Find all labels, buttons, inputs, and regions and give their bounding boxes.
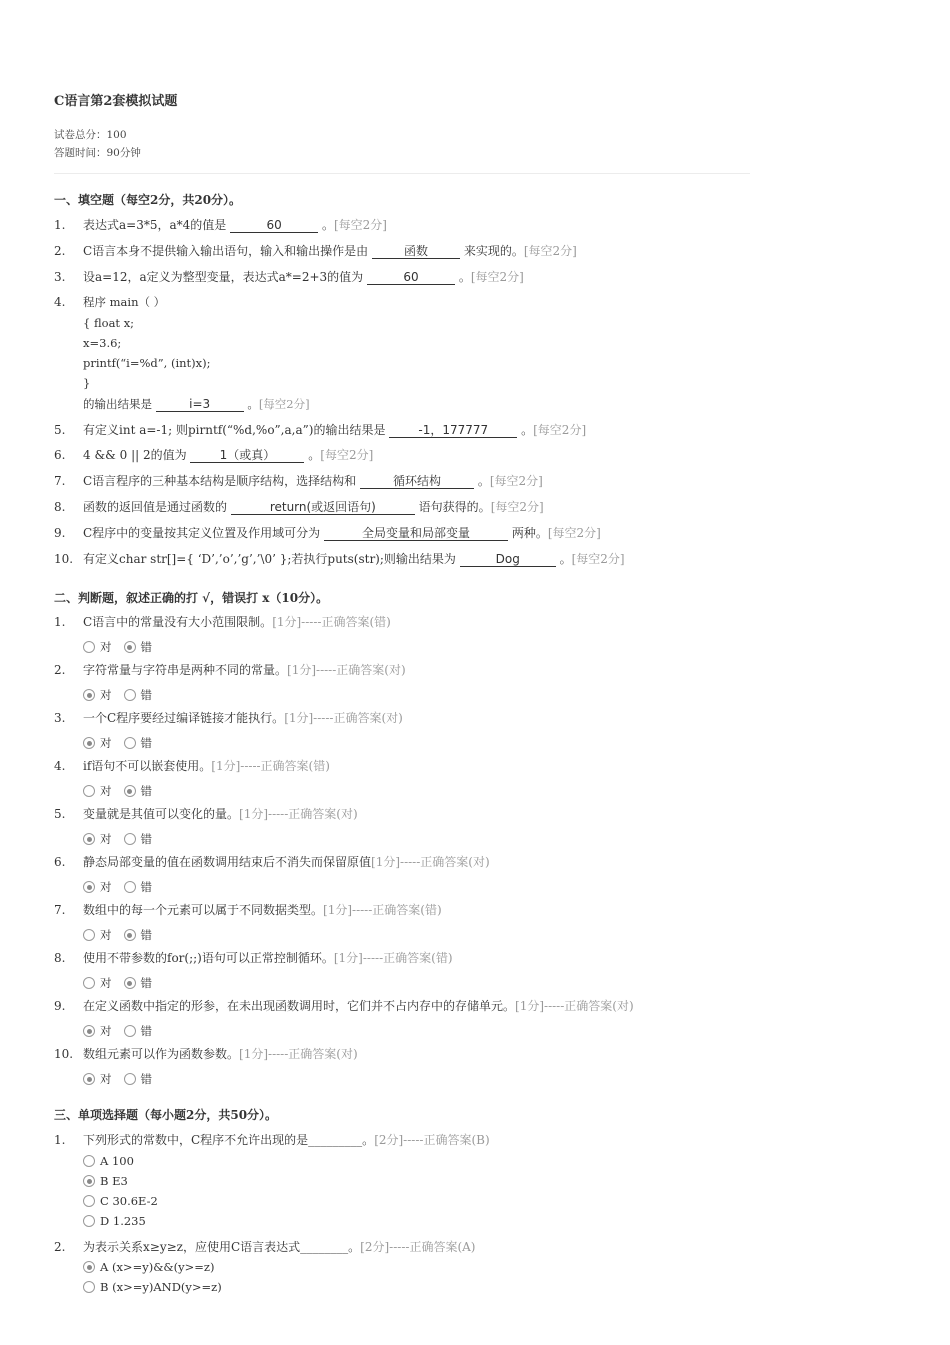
question-number: 2. bbox=[54, 663, 66, 677]
option-label: 对 bbox=[100, 1072, 112, 1086]
score-note: [1分]-----正确答案(错) bbox=[211, 759, 330, 773]
option-label: 对 bbox=[100, 928, 112, 942]
choice-option[interactable] bbox=[83, 1173, 128, 1189]
score-note: [每空2分] bbox=[490, 500, 544, 514]
option-label: 错 bbox=[140, 1072, 152, 1086]
option-true[interactable] bbox=[83, 1071, 112, 1087]
question-text: 字符常量与字符串是两种不同的常量。 bbox=[83, 663, 288, 677]
true-false-question bbox=[54, 662, 406, 678]
question-suffix: 。 bbox=[247, 397, 259, 411]
question-text: 有定义int a=-1; 则pirntf(“%d,%o”,a,a”)的输出结果是 bbox=[83, 423, 386, 437]
score-note: [1分]-----正确答案(对) bbox=[239, 807, 358, 821]
section-single-choice-heading: 三、单项选择题（每小题2分，共50分）。 bbox=[54, 1108, 278, 1122]
question-number: 8. bbox=[54, 951, 66, 965]
radio-button-selected[interactable] bbox=[83, 1175, 95, 1187]
question-number: 10. bbox=[54, 1047, 74, 1061]
question-text: 使用不带参数的for(;;)语句可以正常控制循环。 bbox=[83, 951, 334, 965]
question-text: 下列形式的常数中，C程序不允许出现的是_________。 bbox=[83, 1133, 375, 1147]
option-true[interactable] bbox=[83, 639, 112, 655]
radio-button[interactable] bbox=[83, 1195, 95, 1207]
score-note: [1分]-----正确答案(错) bbox=[333, 951, 453, 965]
true-false-options bbox=[83, 927, 164, 943]
question-text: C语言本身不提供输入输出语句，输入和输出操作是由 bbox=[83, 244, 369, 258]
question-suffix: 语句获得的。 bbox=[418, 500, 491, 514]
question-suffix: 来实现的。 bbox=[463, 244, 524, 258]
radio-button[interactable] bbox=[83, 881, 95, 893]
radio-button[interactable] bbox=[124, 1025, 136, 1037]
code-line: x=3.6; bbox=[83, 336, 122, 350]
question-text: 4 && 0 || 2的值为 bbox=[83, 448, 187, 462]
true-false-question bbox=[54, 614, 391, 630]
exam-title: C语言第2套模拟试题 bbox=[54, 94, 178, 109]
fill-question-6 bbox=[54, 447, 373, 463]
code-line: printf(“i=%d”, (int)x); bbox=[83, 356, 211, 370]
score-note: [每空2分] bbox=[258, 397, 310, 411]
question-text: 函数的返回值是通过函数的 bbox=[83, 500, 228, 514]
question-text: 为表示关系x≥y≥z，应使用C语言表达式________。 bbox=[83, 1240, 361, 1254]
option-label: 对 bbox=[100, 976, 112, 990]
option-true[interactable] bbox=[83, 735, 112, 751]
option-false[interactable] bbox=[124, 831, 153, 847]
question-number: 9. bbox=[54, 526, 66, 540]
answer-blank: 循环结构 bbox=[360, 474, 474, 489]
option-label: D 1.235 bbox=[100, 1214, 146, 1228]
true-false-question bbox=[54, 902, 442, 918]
choice-option[interactable] bbox=[83, 1279, 222, 1295]
option-label: 对 bbox=[100, 880, 112, 894]
question-suffix: 。 bbox=[321, 218, 334, 232]
option-label: C 30.6E-2 bbox=[100, 1194, 158, 1208]
choice-option[interactable] bbox=[83, 1193, 158, 1209]
question-number: 9. bbox=[54, 999, 66, 1013]
option-label: 对 bbox=[100, 688, 112, 702]
radio-button[interactable] bbox=[83, 1025, 95, 1037]
true-false-options bbox=[83, 1071, 164, 1087]
radio-button[interactable] bbox=[124, 881, 136, 893]
score-note: [每空2分] bbox=[547, 526, 601, 540]
option-label: 错 bbox=[140, 832, 152, 846]
question-text: 在定义函数中指定的形参，在未出现函数调用时，它们并不占内存中的存储单元。 bbox=[83, 999, 516, 1013]
true-false-options bbox=[83, 831, 164, 847]
score-note: [2分]-----正确答案(A) bbox=[360, 1240, 476, 1254]
radio-button[interactable] bbox=[124, 785, 136, 797]
option-true[interactable] bbox=[83, 783, 112, 799]
radio-button[interactable] bbox=[83, 1073, 95, 1085]
true-false-options bbox=[83, 783, 164, 799]
option-false[interactable] bbox=[124, 879, 153, 895]
option-label: 对 bbox=[100, 1024, 112, 1038]
question-text: C语言程序的三种基本结构是顺序结构，选择结构和 bbox=[83, 474, 357, 488]
option-label: A 100 bbox=[100, 1154, 134, 1168]
question-number: 1. bbox=[54, 218, 66, 232]
total-score: 试卷总分：100 bbox=[54, 129, 127, 141]
question-number: 2. bbox=[54, 1240, 66, 1254]
score-note: [1分]-----正确答案(错) bbox=[272, 615, 391, 629]
question-number: 7. bbox=[54, 903, 66, 917]
answer-blank: 1（或真） bbox=[190, 448, 304, 463]
answer-blank: 60 bbox=[367, 270, 455, 285]
option-label: 错 bbox=[140, 736, 152, 750]
option-label: 错 bbox=[140, 640, 152, 654]
radio-button[interactable] bbox=[83, 977, 95, 989]
question-number: 8. bbox=[54, 500, 66, 514]
question-suffix: 两种。 bbox=[511, 526, 548, 540]
option-true[interactable] bbox=[83, 927, 112, 943]
true-false-question bbox=[54, 950, 453, 966]
radio-button[interactable] bbox=[83, 833, 95, 845]
choice-question-2 bbox=[54, 1239, 475, 1255]
radio-button[interactable] bbox=[83, 785, 95, 797]
section-true-false-heading: 二、判断题，叙述正确的打 √，错误打 x（10分）。 bbox=[54, 591, 329, 605]
option-true[interactable] bbox=[83, 687, 112, 703]
true-false-options bbox=[83, 735, 164, 751]
true-false-question bbox=[54, 854, 490, 870]
true-false-question bbox=[54, 1046, 358, 1062]
true-false-options bbox=[83, 975, 164, 991]
score-note: [每空2分] bbox=[320, 448, 374, 462]
radio-button[interactable] bbox=[124, 977, 136, 989]
choice-option[interactable] bbox=[83, 1259, 214, 1275]
true-false-question bbox=[54, 710, 403, 726]
choice-option[interactable] bbox=[83, 1153, 134, 1169]
radio-button[interactable] bbox=[83, 929, 95, 941]
question-text: 的输出结果是 bbox=[83, 397, 152, 411]
option-label: 错 bbox=[140, 928, 152, 942]
exam-duration: 答题时间：90分钟 bbox=[54, 147, 141, 159]
radio-button[interactable] bbox=[124, 641, 136, 653]
fill-question-3 bbox=[54, 269, 524, 285]
option-label: 对 bbox=[100, 640, 112, 654]
code-line: 程序 main（ ） bbox=[83, 295, 166, 309]
radio-button[interactable] bbox=[83, 641, 95, 653]
option-true[interactable] bbox=[83, 879, 112, 895]
option-false[interactable] bbox=[124, 639, 153, 655]
section-fill-blank-heading: 一、填空题（每空2分，共20分）。 bbox=[54, 193, 242, 207]
score-note: [每空2分] bbox=[533, 423, 587, 437]
question-number: 6. bbox=[54, 448, 66, 462]
radio-button[interactable] bbox=[83, 1155, 95, 1167]
option-label: B E3 bbox=[100, 1174, 128, 1188]
question-number: 7. bbox=[54, 474, 66, 488]
code-line: { float x; bbox=[83, 316, 135, 330]
radio-button[interactable] bbox=[83, 1281, 95, 1293]
score-note: [每空2分] bbox=[470, 270, 524, 284]
score-note: [每空2分] bbox=[571, 552, 625, 566]
option-label: 错 bbox=[140, 688, 152, 702]
question-number: 3. bbox=[54, 711, 66, 725]
question-text: 静态局部变量的值在函数调用结束后不消失而保留原值 bbox=[83, 855, 372, 869]
score-note: [1分]-----正确答案(对) bbox=[239, 1047, 358, 1061]
fill-question-10 bbox=[54, 551, 625, 567]
score-note: [每空2分] bbox=[523, 244, 577, 258]
option-label: 对 bbox=[100, 784, 112, 798]
true-false-options bbox=[83, 639, 164, 655]
question-text: C程序中的变量按其定义位置及作用域可分为 bbox=[83, 526, 321, 540]
option-label: 错 bbox=[140, 880, 152, 894]
answer-blank: 60 bbox=[230, 218, 318, 233]
question-number: 6. bbox=[54, 855, 66, 869]
fill-question-9 bbox=[54, 525, 601, 541]
true-false-options bbox=[83, 687, 164, 703]
option-false[interactable] bbox=[124, 1071, 153, 1087]
option-false[interactable] bbox=[124, 783, 153, 799]
code-line: } bbox=[83, 376, 91, 390]
question-suffix: 。 bbox=[458, 270, 471, 284]
radio-button[interactable] bbox=[124, 689, 136, 701]
fill-question-1 bbox=[54, 217, 387, 233]
option-label: 错 bbox=[140, 1024, 152, 1038]
option-false[interactable] bbox=[124, 927, 153, 943]
question-number: 1. bbox=[54, 1133, 66, 1147]
question-number: 3. bbox=[54, 270, 66, 284]
fill-question-2 bbox=[54, 243, 577, 259]
answer-blank: Dog bbox=[460, 552, 556, 567]
answer-blank: 函数 bbox=[372, 244, 460, 259]
radio-button[interactable] bbox=[83, 737, 95, 749]
question-text: C语言中的常量没有大小范围限制。 bbox=[83, 615, 273, 629]
choice-question-1 bbox=[54, 1132, 490, 1148]
choice-option[interactable] bbox=[83, 1213, 146, 1229]
option-false[interactable] bbox=[124, 975, 153, 991]
fill-question-4 bbox=[83, 396, 310, 412]
question-number: 5. bbox=[54, 423, 66, 437]
radio-button[interactable] bbox=[124, 929, 136, 941]
radio-button[interactable] bbox=[124, 737, 136, 749]
score-note: [1分]-----正确答案(错) bbox=[323, 903, 442, 917]
score-note: [每空2分] bbox=[333, 218, 387, 232]
radio-button[interactable] bbox=[124, 833, 136, 845]
question-text: 数组中的每一个元素可以属于不同数据类型。 bbox=[83, 903, 324, 917]
question-suffix: 。 bbox=[477, 474, 490, 488]
option-label: 对 bbox=[100, 736, 112, 750]
header-divider bbox=[54, 173, 750, 174]
question-number: 4. bbox=[54, 759, 66, 773]
option-label: 错 bbox=[140, 976, 152, 990]
option-true[interactable] bbox=[83, 831, 112, 847]
true-false-question bbox=[54, 806, 358, 822]
true-false-question bbox=[54, 998, 634, 1014]
fill-question-8 bbox=[54, 499, 544, 515]
answer-blank: return(或返回语句) bbox=[231, 500, 415, 515]
score-note: [2分]-----正确答案(B) bbox=[374, 1133, 490, 1147]
question-suffix: 。 bbox=[308, 448, 321, 462]
question-text: if语句不可以嵌套使用。 bbox=[83, 759, 212, 773]
fill-question-4-number: 4. bbox=[54, 295, 66, 309]
score-note: [每空2分] bbox=[489, 474, 543, 488]
question-text: 设a=12，a定义为整型变量，表达式a*=2+3的值为 bbox=[83, 270, 364, 284]
question-text: 变量就是其值可以变化的量。 bbox=[83, 807, 240, 821]
option-true[interactable] bbox=[83, 975, 112, 991]
question-text: 一个C程序要经过编译链接才能执行。 bbox=[83, 711, 285, 725]
radio-button[interactable] bbox=[124, 1073, 136, 1085]
question-text: 有定义char str[]={ ‘D’,’o’,’g’,’\0’ };若执行puts(str);则输出结果为 bbox=[83, 552, 456, 566]
true-false-options bbox=[83, 879, 164, 895]
score-note: [1分]-----正确答案(对) bbox=[371, 855, 490, 869]
fill-question-5 bbox=[54, 422, 586, 438]
question-suffix: 。 bbox=[521, 423, 534, 437]
radio-button[interactable] bbox=[83, 1215, 95, 1227]
answer-blank: 全局变量和局部变量 bbox=[324, 526, 508, 541]
score-note: [1分]-----正确答案(对) bbox=[284, 711, 403, 725]
score-note: [1分]-----正确答案(对) bbox=[287, 663, 406, 677]
fill-question-7 bbox=[54, 473, 543, 489]
question-suffix: 。 bbox=[559, 552, 572, 566]
question-number: 1. bbox=[54, 615, 66, 629]
score-note: [1分]-----正确答案(对) bbox=[515, 999, 634, 1013]
question-number: 2. bbox=[54, 244, 66, 258]
option-false[interactable] bbox=[124, 687, 153, 703]
true-false-question bbox=[54, 758, 330, 774]
radio-button-selected[interactable] bbox=[83, 1261, 95, 1273]
radio-button[interactable] bbox=[83, 689, 95, 701]
option-false[interactable] bbox=[124, 735, 153, 751]
option-false[interactable] bbox=[124, 1023, 153, 1039]
option-label: A (x>=y)&&(y>=z) bbox=[100, 1260, 215, 1274]
option-label: 对 bbox=[100, 832, 112, 846]
option-label: B (x>=y)AND(y>=z) bbox=[100, 1280, 222, 1294]
option-label: 错 bbox=[140, 784, 152, 798]
question-text: 数组元素可以作为函数参数。 bbox=[83, 1047, 240, 1061]
answer-blank: i=3 bbox=[156, 397, 244, 412]
question-text: 表达式a=3*5，a*4的值是 bbox=[83, 218, 227, 232]
true-false-options bbox=[83, 1023, 164, 1039]
question-number: 10. bbox=[54, 552, 74, 566]
answer-blank: -1，177777 bbox=[389, 423, 517, 438]
question-number: 5. bbox=[54, 807, 66, 821]
option-true[interactable] bbox=[83, 1023, 112, 1039]
